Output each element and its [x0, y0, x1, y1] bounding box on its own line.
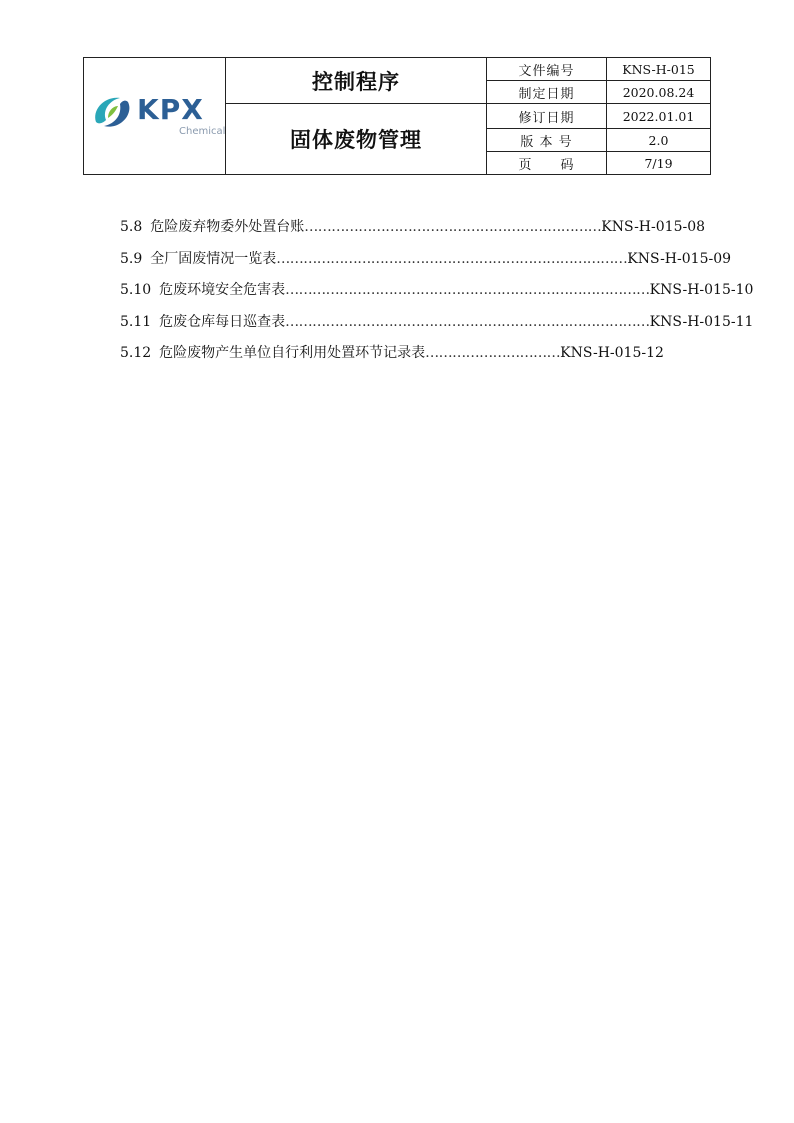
toc-entry-title: 危险废弃物委外处置台账: [150, 219, 305, 235]
document-subject-title: 固体废物管理: [226, 104, 487, 175]
field-label-version: 版 本 号: [487, 129, 607, 152]
toc-entry-leader: …………………………: [425, 345, 561, 361]
field-label-created-date: 制定日期: [487, 81, 607, 104]
kpx-logo: [84, 58, 225, 174]
toc-entry-number: 5.11: [120, 313, 152, 330]
toc-entry[interactable]: [120, 342, 680, 374]
toc-entry-number: 5.10: [120, 282, 152, 298]
field-value-page: 7/19: [607, 152, 711, 175]
toc-entry-code: KNS-H-015-08: [601, 219, 706, 235]
swoosh-logo-icon: [90, 92, 134, 132]
toc-entry[interactable]: [120, 311, 754, 343]
field-value-version: 2.0: [607, 129, 711, 152]
toc-entry-code: KNS-H-015-09: [627, 250, 732, 267]
toc-entry-leader: ………………………………………………………………………: [285, 313, 650, 330]
toc-entry-title: 危废仓库每日巡查表: [159, 313, 286, 330]
toc-entry-leader: ……………………………………………………………………: [276, 250, 628, 267]
document-type-title: 控制程序: [226, 58, 487, 104]
toc-entry-title: 危险废物产生单位自行利用处置环节记录表: [159, 345, 426, 361]
toc-entry[interactable]: [120, 279, 754, 311]
toc-entry-code: KNS-H-015-10: [649, 282, 754, 298]
field-value-created-date: 2020.08.24: [607, 81, 711, 104]
toc-entry-code: KNS-H-015-11: [649, 313, 754, 330]
logo-sub-text: Chemical: [179, 126, 226, 137]
toc-entry-leader: …………………………………………………………: [304, 219, 602, 235]
field-label-revised-date: 修订日期: [487, 104, 607, 129]
logo-cell: [84, 58, 226, 175]
toc-entry-number: 5.12: [120, 345, 152, 361]
document-header-table: [83, 57, 711, 175]
field-value-doc-number: KNS-H-015: [607, 58, 711, 81]
field-value-revised-date: 2022.01.01: [607, 104, 711, 129]
toc-entry[interactable]: [120, 248, 732, 280]
field-label-doc-number: 文件编号: [487, 58, 607, 81]
toc-entry[interactable]: [120, 216, 706, 248]
toc-entry-number: 5.8: [120, 219, 143, 235]
logo-brand-text: KPX: [137, 93, 204, 126]
toc-entry-title: 全厂固废情况一览表: [150, 250, 277, 267]
toc-entry-title: 危废环境安全危害表: [159, 282, 286, 298]
field-label-page: 页 码: [487, 152, 607, 175]
toc-entry-number: 5.9: [120, 250, 143, 267]
toc-entry-leader: ………………………………………………………………………: [285, 282, 650, 298]
toc-entry-code: KNS-H-015-12: [560, 345, 664, 361]
table-of-contents: [120, 216, 754, 374]
